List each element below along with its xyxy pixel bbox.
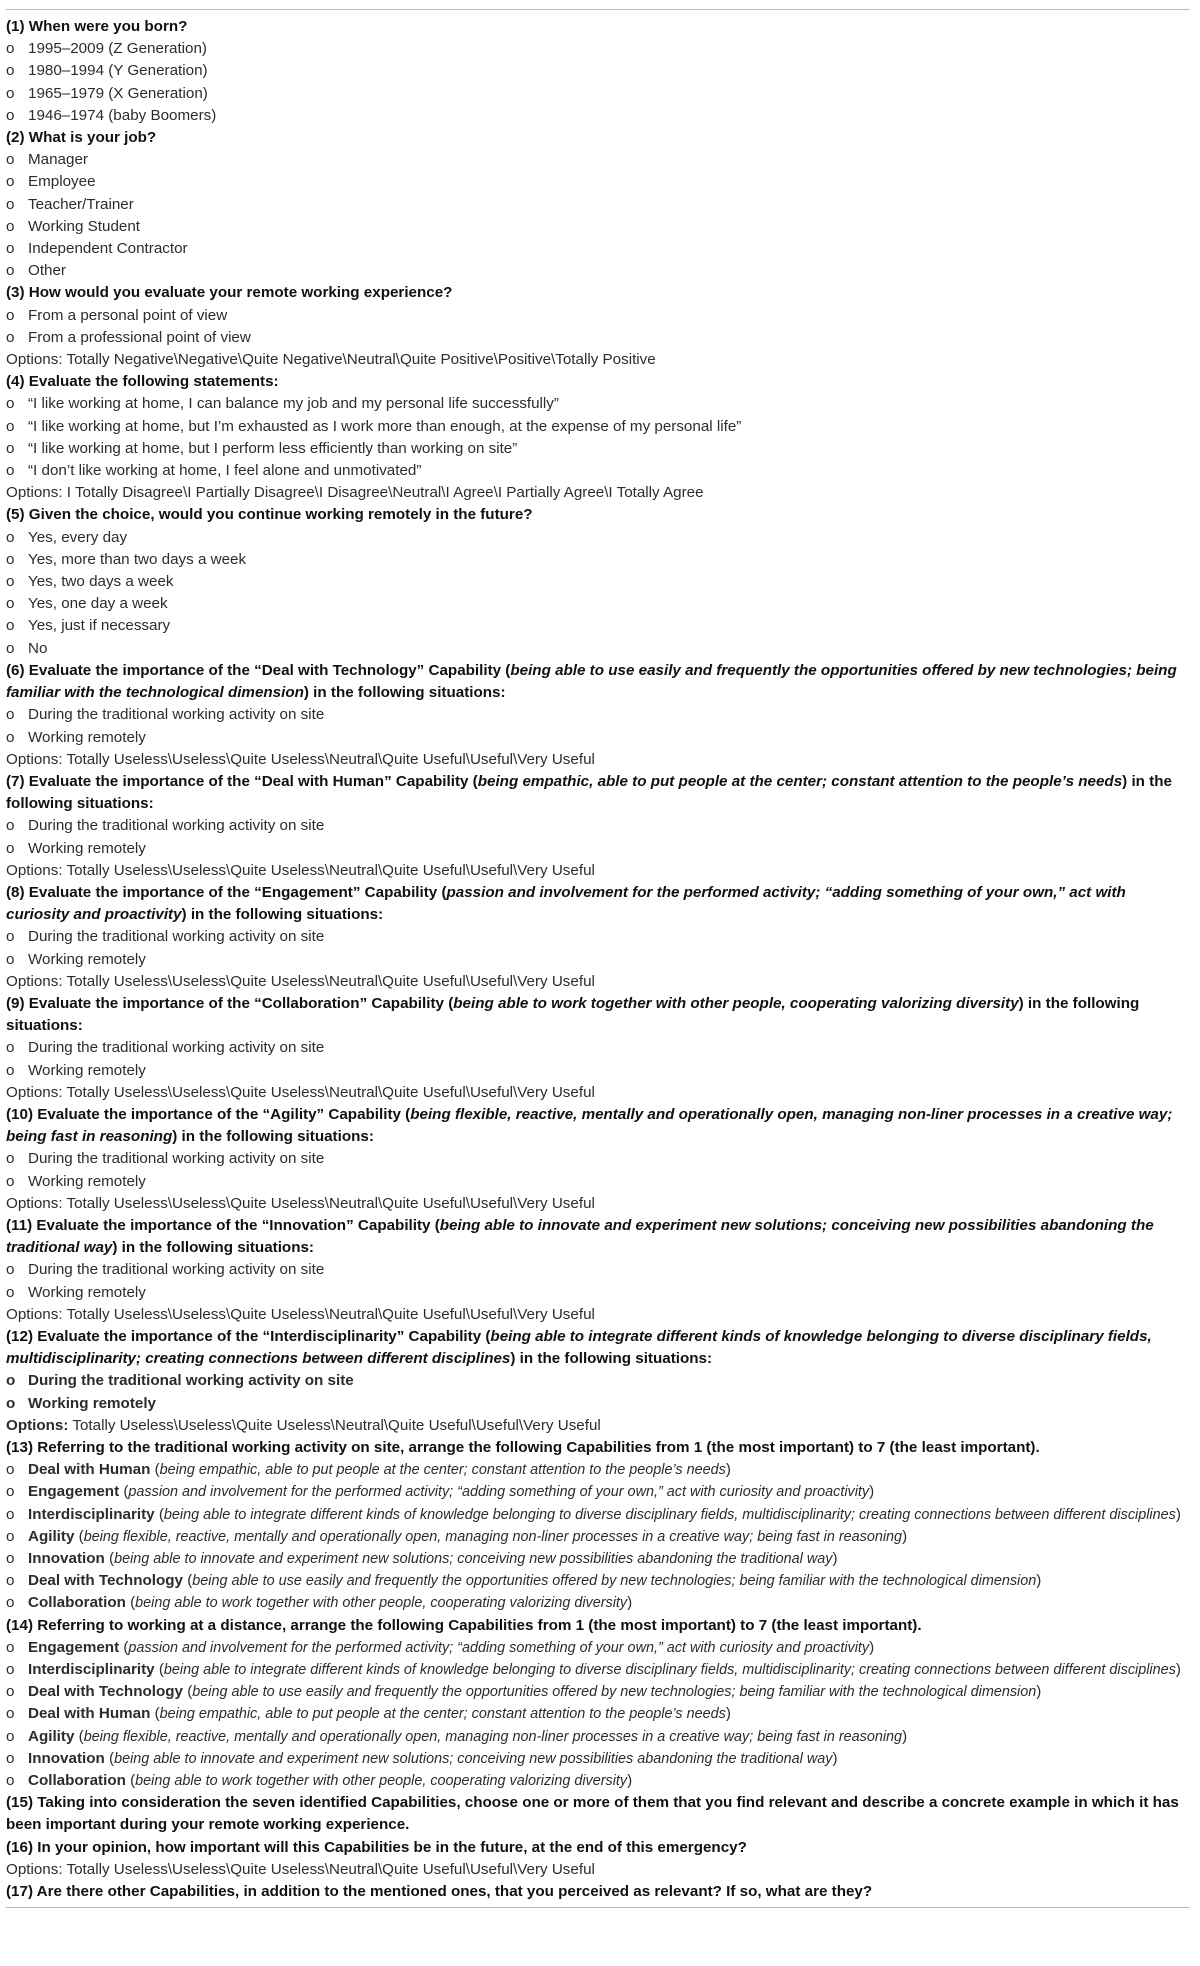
option-bullet-icon: o [6,950,15,968]
option-bullet-icon: o [6,173,15,191]
option-bullet-icon: o [6,395,15,413]
capability-item: o Deal with Human (being empathic, able to put people at the center; constant attention to the people’s needs) [6,1459,1190,1481]
question-text: (4) Evaluate the following statements: [6,373,279,391]
answer-option [6,393,1190,415]
answer-option [6,549,1190,571]
response-options: Options: Totally Useless\Useless\Quite Useless\Neutral\Quite Useful\Useful\Very Useful [6,1194,595,1212]
option-bullet-icon: o [6,1527,15,1545]
option-bullet-icon: o [6,1550,15,1568]
capability-item: o Innovation (being able to innovate and experiment new solutions; conceiving new possibilities abandoning the traditional way) [6,1748,1190,1770]
question-text [6,882,1190,926]
capability-definition: being able to innovate and experiment new solutions; conceiving new possibilities abandoning the traditional way [6,1216,1154,1257]
option-bullet-icon: o [6,306,15,324]
answer-option-label: Working remotely [28,1394,156,1412]
answer-option-label: Other [28,262,66,280]
question-text [6,993,1190,1037]
option-bullet-icon: o [6,573,15,591]
question-lead: (11) Evaluate the importance of the “Innovation” Capability ( [6,1216,440,1234]
capability-item: o Engagement (passion and involvement for the performed activity; “adding something of your own,” act with curiosity and proactivity) [6,1637,1190,1659]
answer-option-label: Manager [28,151,88,169]
option-bullet-icon: o [6,262,15,280]
question-text: (3) How would you evaluate your remote working experience? [6,284,453,302]
capability-name: Agility [28,1527,75,1545]
response-options: Options: Totally Useless\Useless\Quite Useless\Neutral\Quite Useful\Useful\Very Useful [6,1305,595,1323]
option-bullet-icon: o [6,1061,15,1079]
option-bullet-icon: o [6,240,15,258]
option-bullet-icon: o [6,1261,15,1279]
capability-definition: being able to integrate different kinds of knowledge belonging to diverse disciplinary fields, multidisciplinarity; creating connections between different disciplines [163,1662,1176,1679]
answer-option-label: During the traditional working activity on site [28,928,325,946]
response-options: Options: Totally Useless\Useless\Quite Useless\Neutral\Quite Useful\Useful\Very Useful [6,972,595,990]
response-options: Options: I Totally Disagree\I Partially Disagree\I Disagree\Neutral\I Agree\I Partially Agree\I Totally Agree [6,484,704,502]
questionnaire-body [6,16,1190,1903]
option-bullet-icon: o [6,1705,15,1723]
capability-definition: being able to use easily and frequently the opportunities offered by new technologies; being familiar with the technological dimension [6,661,1177,702]
question-lead: (6) Evaluate the importance of the “Deal with Technology” Capability ( [6,661,511,679]
answer-option-label: Independent Contractor [28,240,188,258]
option-bullet-icon: o [6,1572,15,1590]
option-bullet-icon: o [6,195,15,213]
capability-item: o Innovation (being able to innovate and experiment new solutions; conceiving new possibilities abandoning the traditional way) [6,1548,1190,1570]
capability-definition: being able to work together with other people, cooperating valorizing diversity [135,1773,628,1790]
option-bullet-icon: o [6,1749,15,1767]
capability-definition: passion and involvement for the performed activity; “adding something of your own,” act with curiosity and proactivity [128,1639,870,1656]
answer-option [6,926,1190,948]
question-text: (2) What is your job? [6,129,157,147]
answer-option-label: No [28,639,48,657]
question-lead: (10) Evaluate the importance of the “Agility” Capability ( [6,1105,411,1123]
answer-option [6,1259,1190,1281]
capability-name: Collaboration [28,1772,126,1790]
answer-option [6,1060,1190,1082]
capability-definition: being empathic, able to put people at the center; constant attention to the people’s needs [477,772,1123,790]
capability-definition: being able to use easily and frequently the opportunities offered by new technologies; being familiar with the technological dimension [192,1573,1037,1590]
answer-option-label: 1995–2009 (Z Generation) [28,40,207,58]
option-bullet-icon: o [6,217,15,235]
capability-definition: being able to innovate and experiment new solutions; conceiving new possibilities abandoning the traditional way [114,1750,833,1767]
capability-definition: being able to innovate and experiment new solutions; conceiving new possibilities abandoning the traditional way [114,1551,833,1568]
capability-definition: being able to integrate different kinds of knowledge belonging to diverse disciplinary fields, multidisciplinarity; creating connections between different disciplines [163,1506,1176,1523]
answer-option-label: Yes, every day [28,528,128,546]
capability-item: o Interdisciplinarity (being able to integrate different kinds of knowledge belonging to diverse disciplinary fields, multidisciplinarity; creating connections between different disciplines) [6,1504,1190,1526]
capability-name: Deal with Technology [28,1683,183,1701]
capability-name: Innovation [28,1550,105,1568]
answer-option-label: 1946–1974 (baby Boomers) [28,106,217,124]
capability-definition: being able to work together with other people, cooperating valorizing diversity [135,1595,628,1612]
capability-name: Deal with Human [28,1461,151,1479]
answer-option-label: During the traditional working activity on site [28,1150,325,1168]
option-bullet-icon: o [6,617,15,635]
capability-definition: being able to work together with other people, cooperating valorizing diversity [453,994,1019,1012]
option-bullet-icon: o [6,1172,15,1190]
answer-option [6,704,1190,726]
option-bullet-icon: o [6,1372,16,1390]
answer-option [6,83,1190,105]
answer-option [6,949,1190,971]
answer-option-label: During the traditional working activity on site [28,706,325,724]
question-lead: (12) Evaluate the importance of the “Interdisciplinarity” Capability ( [6,1327,491,1345]
answer-option [6,216,1190,238]
question-tail: ) in the following situations: [172,1128,374,1146]
question-tail: ) in the following situations: [6,772,1172,813]
question-text: (17) Are there other Capabilities, in addition to the mentioned ones, that you perceived as relevant? If so, what are they? [6,1883,873,1901]
answer-option-label: 1980–1994 (Y Generation) [28,62,208,80]
option-bullet-icon: o [6,84,15,102]
answer-option [6,1282,1190,1304]
option-bullet-icon: o [6,1594,15,1612]
answer-option-label: During the traditional working activity on site [28,817,325,835]
option-bullet-icon: o [6,1283,15,1301]
question-text [6,660,1190,704]
answer-option [6,260,1190,282]
option-bullet-icon: o [6,1483,15,1501]
answer-option-label: 1965–1979 (X Generation) [28,84,208,102]
capability-definition: being flexible, reactive, mentally and operationally open, managing non-liner processes in a creative way; being fast in reasoning [6,1105,1173,1146]
capability-name: Collaboration [28,1594,126,1612]
capability-definition: being empathic, able to put people at the center; constant attention to the people’s needs [159,1706,726,1723]
answer-option-label: Working remotely [28,1283,146,1301]
option-bullet-icon: o [6,550,15,568]
answer-option-label: Yes, just if necessary [28,617,171,635]
answer-option [6,615,1190,637]
answer-option [6,638,1190,660]
question-text: (5) Given the choice, would you continue working remotely in the future? [6,506,533,524]
option-bullet-icon: o [6,1638,15,1656]
response-options [6,1415,1190,1437]
answer-option [6,1393,1190,1415]
capability-item: o Agility (being flexible, reactive, mentally and operationally open, managing non-liner processes in a creative way; being fast in reasoning) [6,1526,1190,1548]
answer-option [6,327,1190,349]
answer-option-label: From a personal point of view [28,306,228,324]
answer-option [6,815,1190,837]
answer-option [6,305,1190,327]
option-bullet-icon: o [6,328,15,346]
response-options: Options: Totally Useless\Useless\Quite Useless\Neutral\Quite Useful\Useful\Very Useful [6,750,595,768]
capability-name: Deal with Human [28,1705,151,1723]
answer-option [6,1370,1190,1392]
question-tail: ) in the following situations: [303,684,506,702]
answer-option [6,527,1190,549]
capability-item: o Deal with Human (being empathic, able to put people at the center; constant attention to the people’s needs) [6,1703,1190,1725]
question-lead: (9) Evaluate the importance of the “Collaboration” Capability ( [6,994,454,1012]
option-bullet-icon: o [6,1727,15,1745]
response-options-scale: Totally Useless\Useless\Quite Useless\Neutral\Quite Useful\Useful\Very Useful [68,1416,601,1434]
option-bullet-icon: o [6,1150,15,1168]
answer-option-label: During the traditional working activity on site [28,1039,325,1057]
question-text [6,1326,1190,1370]
answer-option-label: “I like working at home, but I perform less efficiently than working on site” [28,439,518,457]
response-options: Options: Totally Negative\Negative\Quite Negative\Neutral\Quite Positive\Positive\Totally Positive [6,351,656,369]
capability-name: Agility [28,1727,75,1745]
answer-option [6,149,1190,171]
answer-option-label: During the traditional working activity on site [28,1372,354,1390]
option-bullet-icon: o [6,439,15,457]
capability-definition: being flexible, reactive, mentally and operationally open, managing non-liner processes in a creative way; being fast in reasoning [83,1728,903,1745]
option-bullet-icon: o [6,595,15,613]
answer-option [6,38,1190,60]
answer-option-label: “I don’t like working at home, I feel alone and unmotivated” [28,462,422,480]
answer-option [6,1171,1190,1193]
capability-item: o Collaboration (being able to work together with other people, cooperating valorizing diversity) [6,1592,1190,1614]
option-bullet-icon: o [6,839,15,857]
question-text: (14) Referring to working at a distance, arrange the following Capabilities from 1 (the most important) to 7 (the least important). [6,1616,922,1634]
answer-option [6,416,1190,438]
question-tail: ) in the following situations: [181,906,384,924]
answer-option [6,1148,1190,1170]
option-bullet-icon: o [6,462,15,480]
question-text [6,1215,1190,1259]
option-bullet-icon: o [6,62,15,80]
answer-option-label: Working remotely [28,728,146,746]
answer-option [6,571,1190,593]
option-bullet-icon: o [6,639,15,657]
answer-option [6,838,1190,860]
capability-definition: being empathic, able to put people at the center; constant attention to the people’s needs [159,1462,726,1479]
answer-option-label: Yes, one day a week [28,595,168,613]
question-text [6,1104,1190,1148]
capability-item: o Interdisciplinarity (being able to integrate different kinds of knowledge belonging to diverse disciplinary fields, multidisciplinarity; creating connections between different disciplines) [6,1659,1190,1681]
answer-option-label: Working Student [28,217,141,235]
response-options: Options: Totally Useless\Useless\Quite Useless\Neutral\Quite Useful\Useful\Very Useful [6,861,595,879]
response-options-label: Options: [6,1416,69,1434]
top-rule [6,9,1190,10]
capability-definition: passion and involvement for the performed activity; “adding something of your own,” act with curiosity and proactivity [6,883,1126,924]
option-bullet-icon: o [6,1461,15,1479]
answer-option-label: Teacher/Trainer [28,195,134,213]
question-lead: (7) Evaluate the importance of the “Deal with Human” Capability ( [6,772,478,790]
response-options: Options: Totally Useless\Useless\Quite Useless\Neutral\Quite Useful\Useful\Very Useful [6,1860,595,1878]
option-bullet-icon: o [6,417,15,435]
capability-item: o Deal with Technology (being able to use easily and frequently the opportunities offered by new technologies; being familiar with the technological dimension) [6,1570,1190,1592]
question-text: (13) Referring to the traditional working activity on site, arrange the following Capabilities from 1 (the most important) to 7 (the least important). [6,1439,1040,1456]
capability-item: o Collaboration (being able to work together with other people, cooperating valorizing diversity) [6,1770,1190,1792]
option-bullet-icon: o [6,706,15,724]
capability-name: Deal with Technology [28,1572,183,1590]
option-bullet-icon: o [6,151,15,169]
option-bullet-icon: o [6,1772,15,1790]
capability-name: Engagement [28,1483,120,1501]
question-text: (1) When were you born? [6,18,188,35]
answer-option [6,460,1190,482]
option-bullet-icon: o [6,728,15,746]
option-bullet-icon: o [6,817,15,835]
option-bullet-icon: o [6,928,15,946]
option-bullet-icon: o [6,1505,15,1523]
capability-item: o Agility (being flexible, reactive, mentally and operationally open, managing non-liner processes in a creative way; being fast in reasoning) [6,1726,1190,1748]
answer-option [6,105,1190,127]
answer-option [6,593,1190,615]
question-tail: ) in the following situations: [6,994,1140,1035]
capability-definition: passion and involvement for the performed activity; “adding something of your own,” act with curiosity and proactivity [128,1484,870,1501]
bottom-rule [6,1907,1190,1908]
question-tail: ) in the following situations: [112,1239,314,1257]
option-bullet-icon: o [6,106,15,124]
capability-definition: being able to use easily and frequently the opportunities offered by new technologies; being familiar with the technological dimension [192,1684,1037,1701]
response-options: Options: Totally Useless\Useless\Quite Useless\Neutral\Quite Useful\Useful\Very Useful [6,1083,595,1101]
question-lead: (8) Evaluate the importance of the “Engagement” Capability ( [6,883,447,901]
question-tail: ) in the following situations: [510,1350,713,1368]
option-bullet-icon: o [6,1039,15,1057]
answer-option [6,1037,1190,1059]
answer-option-label: “I like working at home, I can balance my job and my personal life successfully” [28,395,559,413]
answer-option-label: Employee [28,173,96,191]
capability-name: Interdisciplinarity [28,1505,155,1523]
answer-option [6,438,1190,460]
answer-option-label: Working remotely [28,1172,146,1190]
option-bullet-icon: o [6,1683,15,1701]
option-bullet-icon: o [6,1394,16,1412]
capability-name: Engagement [28,1638,120,1656]
answer-option [6,727,1190,749]
option-bullet-icon: o [6,40,15,58]
answer-option [6,238,1190,260]
answer-option [6,171,1190,193]
capability-definition: being flexible, reactive, mentally and operationally open, managing non-liner processes in a creative way; being fast in reasoning [83,1528,903,1545]
answer-option [6,194,1190,216]
question-text: (16) In your opinion, how important will this Capabilities be in the future, at the end of this emergency? [6,1838,747,1856]
option-bullet-icon: o [6,528,15,546]
answer-option-label: Yes, more than two days a week [28,550,247,568]
question-text [6,771,1190,815]
answer-option-label: Working remotely [28,839,146,857]
option-bullet-icon: o [6,1661,15,1679]
answer-option [6,60,1190,82]
answer-option-label: Working remotely [28,1061,146,1079]
answer-option-label: “I like working at home, but I’m exhausted as I work more than enough, at the expense of my personal life” [28,417,742,435]
capability-item: o Deal with Technology (being able to use easily and frequently the opportunities offered by new technologies; being familiar with the technological dimension) [6,1681,1190,1703]
answer-option-label: During the traditional working activity on site [28,1261,325,1279]
answer-option-label: Working remotely [28,950,146,968]
answer-option-label: Yes, two days a week [28,573,174,591]
question-text: (15) Taking into consideration the seven identified Capabilities, choose one or more of them that you find relevant and describe a concrete example in which it has been important during your remote working experience. [6,1794,1179,1834]
answer-option-label: From a professional point of view [28,328,251,346]
capability-name: Innovation [28,1749,105,1767]
capability-name: Interdisciplinarity [28,1661,155,1679]
capability-definition: being able to integrate different kinds of knowledge belonging to diverse disciplinary fields, multidisciplinarity; creating connections between different disciplines [6,1327,1152,1368]
capability-item: o Engagement (passion and involvement for the performed activity; “adding something of your own,” act with curiosity and proactivity) [6,1481,1190,1503]
